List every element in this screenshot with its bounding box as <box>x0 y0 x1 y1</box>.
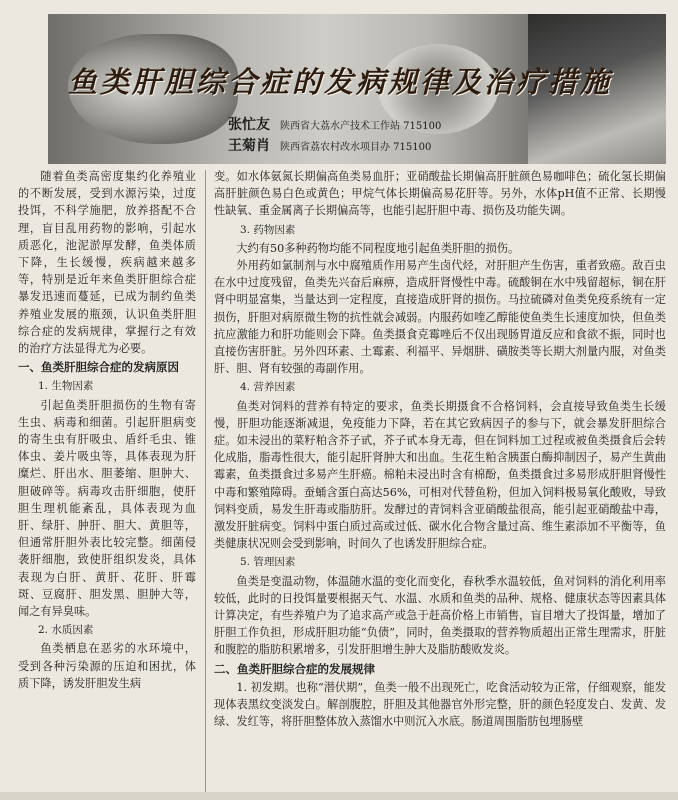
header-banner <box>48 14 666 164</box>
subsection-heading: 4. 营养因素 <box>240 381 296 394</box>
subsection-heading: 2. 水质因素 <box>38 624 94 637</box>
column-divider <box>205 170 206 800</box>
body-paragraph: 大约有50多种药物均能不同程度地引起鱼类肝胆的损伤。 <box>236 241 520 255</box>
author-affiliation: 陕西省大荔水产技术工作站 715100 <box>280 121 442 132</box>
subsection-heading: 1. 生物因素 <box>38 380 94 393</box>
left-column <box>18 168 196 692</box>
body-paragraph: 1. 初发期。也称“潜伏期”，鱼类一般不出现死亡，吃食活动较为正常，仔细观察，能发现体表黑纹变淡发白。解剖腹腔，肝胆及其他器官外形完整，肝的颜色轻度发白、发黄、发绿、发红等，将肝胆整体放入蒸馏水中则沉入水底。肠道周围脂肪包埋肠壁 <box>214 680 666 729</box>
author-name: 张忙友 <box>228 117 270 133</box>
body-paragraph: 鱼类是变温动物，体温随水温的变化而变化，春秋季水温较低，鱼对饲料的消化利用率较低，此时的日投饵量要根据天气、水温、水质和鱼类的品种、规格、健康状态等因素具体计算决定，有些养殖户为了追求高产或急于赶高价格上市销售，盲目增大了投饵量，增加了肝胆工作负担，形成肝胆功能“负债”，同时，鱼类摄取的营养物质超出正常生理需求，肝脏和腹腔的脂肪积累增多，引发肝胆增生肿大及脂肪酸败发炎。 <box>214 574 666 657</box>
article-title: 鱼类肝胆综合症的发病规律及治疗措施 <box>68 65 613 99</box>
page-bottom-edge <box>0 792 678 800</box>
subsection-heading: 5. 管理因素 <box>240 556 296 569</box>
body-paragraph: 引起鱼类肝胆损伤的生物有寄生虫、病毒和细菌。引起肝胆病变的寄生虫有肝吸虫、盾纤毛虫、锥体虫、姜片吸虫等，具体表现为肝糜烂、肝出水、胆萎缩、胆肿大、胆破碎等。病毒攻击肝细胞，使肝胆生理机能紊乱，具体表现为血肝、绿肝、肿肝、胆大、黄胆等，但通常肝胆外表比较完整。细菌侵袭肝细胞，致使肝组织发炎，具体表现为白肝、黄肝、花肝、肝霉斑、豆腐肝、胆发黑、胆肿大等，闻之有异臭味。 <box>18 398 196 619</box>
body-paragraph: 鱼类栖息在恶劣的水环境中，受到各种污染源的压迫和困扰，体质下降，诱发肝胆发生病 <box>18 642 196 690</box>
subsection-heading: 3. 药物因素 <box>240 223 296 236</box>
body-paragraph: 鱼类对饲料的营养有特定的要求，鱼类长期摄食不合格饲料，会直接导致鱼类生长缓慢，肝胆功能逐渐减退，免疫能力下降，若在其它致病因子的参与下，就会暴发肝胆综合症。如未浸出的菜籽粕含芥子甙，芥子甙本身无毒，但在饲料加工过程或被鱼类摄食后会转化成脂，脂毒性很大，能引起肝肾肿大和出血。生花生粕含胰蛋白酶抑制因子，易产生黄曲霉素，鱼类摄食过多易产生肝癌。棉粕未浸出时含有棉酚，鱼类摄食过多易形成肝胆肾慢性中毒和繁殖障碍。蚕蛹含蛋白高达56%，可相对代替鱼粉，但加入饲料极易氧化酸败，导致饲料变质，易发生肝毒或脂肪肝。发酵过的青饲料含亚硝酸盐很高，能引起亚硝酸盐中毒，激发肝脏病变。饲料中蛋白质过高或过低、碳水化合物含量过高、维生素添加不平衡等，鱼类健康状况则会受到影响，时间久了也诱发肝胆综合症。 <box>214 399 666 551</box>
section-heading: 一、鱼类肝胆综合症的发病原因 <box>18 360 179 375</box>
body-paragraph: 变。如水体氨氮长期偏高鱼类易血肝；亚硝酸盐长期偏高肝脏颜色易咖啡色；硫化氢长期偏高肝脏颜色易白色或黄色；甲烷气体长期偏高易花肝等。另外，水体pH值不正常、长期慢性缺氧、重金属离子长期偏高等，也能引起肝胆中毒、损伤及功能失调。 <box>214 170 666 218</box>
right-column <box>214 168 666 731</box>
author-affiliation: 陕西省荔农村改水项目办 715100 <box>280 142 432 153</box>
author-name: 王菊肖 <box>228 138 270 154</box>
body-paragraph: 外用药如氯制剂与水中腐殖质作用易产生卤代烃，对肝胆产生伤害，重者致癌。敌百虫在水中过度残留，鱼类先兴奋后麻痹，造成肝肾慢性中毒。硫酸铜在水中残留超标，铜在肝肾中明显富集，当量达到一定程度，直接造成肝肾的损伤。马拉硫磷对鱼类免疫系统有一定损伤，肝胆对病原微生物的抗性就会减弱。内服药如喹乙醇能使鱼类生长速度加快，但鱼类抗应激能力和肝功能则会下降。鱼类摄食克霉唑后不仅出现肠胃道反应和食欲不振，同时也直接伤害肝脏。另外四环素、土霉素、利福平、异烟肼、磺胺类等长期大剂量内服，对鱼类肝、胆、肾有较强的毒副作用。 <box>214 259 666 376</box>
section-heading: 二、鱼类肝胆综合症的发展规律 <box>214 661 375 676</box>
intro-paragraph: 随着鱼类高密度集约化养殖业的不断发展，受到水源污染，过度投饵，不科学施肥，放养搭配不合理，盲目乱用药物的影响，引起水质恶化，池泥淤厚发酵，鱼类体质下降，生长缓慢，疾病越来越多等，特别是近年来鱼类肝胆综合症暴发迅速而蔓延，已成为制约鱼类养殖业发展的瓶颈，认识鱼类肝胆综合症的发病规律，掌握行之有效的治疗方法显得尤为必要。 <box>18 170 196 356</box>
